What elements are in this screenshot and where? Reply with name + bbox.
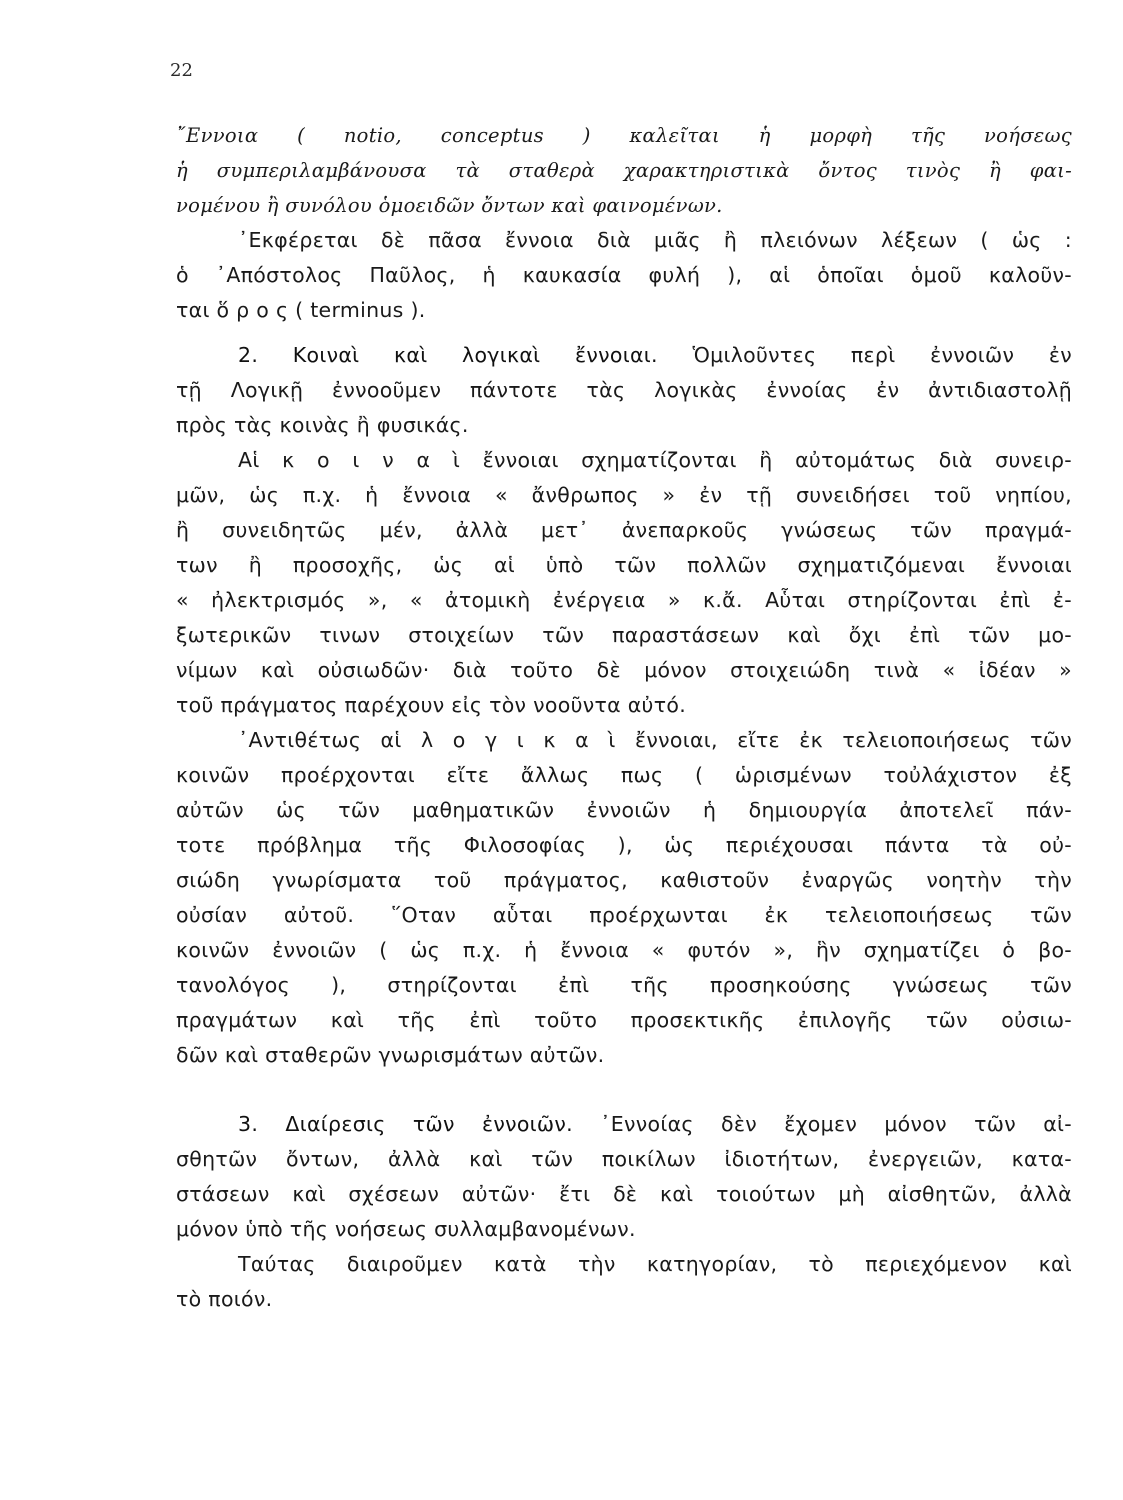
text-line: πρὸς τὰς κοινὰς ἢ φυσικάς. bbox=[176, 413, 469, 437]
text-line: ται ὅ ρ ο ς ( terminus ). bbox=[176, 298, 426, 322]
text-line: οὐσίαν αὐτοῦ. ῞Οταν αὗται προέρχωνται ἐκ τελειοποιήσεως τῶν bbox=[176, 903, 1072, 927]
spacer bbox=[176, 328, 1072, 338]
section-heading: 2. Κοιναὶ καὶ λογικαὶ ἔννοιαι. bbox=[238, 343, 658, 367]
text-line: σθητῶν ὄντων, ἀλλὰ καὶ τῶν ποικίλων ἰδιοτήτων, ἐνεργειῶν, κατα- bbox=[176, 1147, 1072, 1171]
text-line: ἢ συνειδητῶς μέν, ἀλλὰ μετ᾿ ἀνεπαρκοῦς γνώσεως τῶν πραγμά- bbox=[176, 518, 1072, 542]
text-line: ἡ συμπεριλαμβάνουσα τὰ σταθερὰ χαρακτηριστικὰ ὄντος τινὸς ἢ φαι- bbox=[176, 159, 1072, 182]
text-line: των ἢ προσοχῆς, ὡς αἱ ὑπὸ τῶν πολλῶν σχηματιζόμεναι ἔννοιαι bbox=[176, 553, 1072, 577]
text-line: σιώδη γνωρίσματα τοῦ πράγματος, καθιστοῦν ἐναργῶς νοητὴν τὴν bbox=[176, 868, 1072, 892]
text-line: Ταύτας διαιροῦμεν κατὰ τὴν κατηγορίαν, τὸ περιεχόμενον καὶ bbox=[238, 1252, 1072, 1276]
spacer bbox=[176, 1073, 1072, 1107]
text-line: τανολόγος ), στηρίζονται ἐπὶ τῆς προσηκούσης γνώσεως τῶν bbox=[176, 973, 1072, 997]
text-line bbox=[176, 1107, 1072, 1142]
text-line: ᾿Εκφέρεται δὲ πᾶσα ἔννοια διὰ μιᾶς ἢ πλειόνων λέξεων ( ὡς : bbox=[238, 228, 1072, 252]
text-line: πραγμάτων καὶ τῆς ἐπὶ τοῦτο προσεκτικῆς ἐπιλογῆς τῶν οὐσιω- bbox=[176, 1008, 1072, 1032]
text-line: τὸ ποιόν. bbox=[176, 1287, 273, 1311]
section-3 bbox=[176, 1107, 1072, 1247]
heading-run-in-text: Ὁμιλοῦντες περὶ ἐννοιῶν ἐν bbox=[692, 343, 1072, 367]
text-line: κοινῶν ἐννοιῶν ( ὡς π.χ. ἡ ἔννοια « φυτόν », ἣν σχηματίζει ὁ βο- bbox=[176, 938, 1072, 962]
text-line: ᾿Αντιθέτως αἱ λ ο γ ι κ α ὶ ἔννοιαι, εἴτε ἐκ τελειοποιήσεως τῶν bbox=[238, 728, 1072, 752]
text-line bbox=[176, 338, 1072, 373]
paragraph-logical-concepts bbox=[176, 723, 1072, 1073]
text-line: κοινῶν προέρχονται εἴτε ἄλλως πως ( ὡρισμένων τοὐλάχιστον ἐξ bbox=[176, 763, 1072, 787]
text-line: ῎Εννοια ( notio, conceptus ) καλεῖται ἡ μορφὴ τῆς νοήσεως bbox=[176, 124, 1072, 147]
page-number: 22 bbox=[170, 60, 193, 81]
text-line: στάσεων καὶ σχέσεων αὐτῶν· ἔτι δὲ καὶ τοιούτων μὴ αἰσθητῶν, ἀλλὰ bbox=[176, 1182, 1072, 1206]
text-line: τοῦ πράγματος παρέχουν εἰς τὸν νοοῦντα αὐτό. bbox=[176, 693, 687, 717]
paragraph-common-concepts bbox=[176, 443, 1072, 723]
text-line: νίμων καὶ οὐσιωδῶν· διὰ τοῦτο δὲ μόνον στοιχειώδη τινὰ « ἰδέαν » bbox=[176, 658, 1072, 682]
paragraph-expression bbox=[176, 223, 1072, 328]
section-2 bbox=[176, 338, 1072, 443]
text-line: νομένου ἢ συνόλου ὁμοειδῶν ὄντων καὶ φαινομένων. bbox=[176, 194, 723, 217]
text-line: « ἠλεκτρισμός », « ἀτομικὴ ἐνέργεια » κ.ἄ. Αὗται στηρίζονται ἐπὶ ἐ- bbox=[176, 588, 1072, 612]
text-line: δῶν καὶ σταθερῶν γνωρισμάτων αὐτῶν. bbox=[176, 1043, 605, 1067]
text-line: τοτε πρόβλημα τῆς Φιλοσοφίας ), ὡς περιέχουσαι πάντα τὰ οὐ- bbox=[176, 833, 1072, 857]
text-line: Αἱ κ ο ι ν α ὶ ἔννοιαι σχηματίζονται ἢ αὐτομάτως διὰ συνειρ- bbox=[238, 448, 1072, 472]
text-line: ὁ ᾿Απόστολος Παῦλος, ἡ καυκασία φυλή ), αἱ ὁποῖαι ὁμοῦ καλοῦν- bbox=[176, 263, 1072, 287]
paragraph-definition bbox=[176, 118, 1072, 223]
text-line: ξωτερικῶν τινων στοιχείων τῶν παραστάσεων καὶ ὄχι ἐπὶ τῶν μο- bbox=[176, 623, 1072, 647]
heading-run-in-text: ᾿Εννοίας δὲν ἔχομεν μόνον τῶν αἰ- bbox=[600, 1112, 1072, 1136]
text-line: μῶν, ὡς π.χ. ἡ ἔννοια « ἄνθρωπος » ἐν τῇ συνειδήσει τοῦ νηπίου, bbox=[176, 483, 1072, 507]
text-line: τῇ Λογικῇ ἐννοοῦμεν πάντοτε τὰς λογικὰς ἐννοίας ἐν ἀντιδιαστολῇ bbox=[176, 378, 1072, 402]
section-heading: 3. Διαίρεσις τῶν ἐννοιῶν. bbox=[238, 1112, 573, 1136]
paragraph-division bbox=[176, 1247, 1072, 1317]
text-line: αὐτῶν ὡς τῶν μαθηματικῶν ἐννοιῶν ἡ δημιουργία ἀποτελεῖ πάν- bbox=[176, 798, 1072, 822]
text-line: μόνον ὑπὸ τῆς νοήσεως συλλαμβανομένων. bbox=[176, 1217, 636, 1241]
page-body bbox=[176, 118, 1072, 1317]
